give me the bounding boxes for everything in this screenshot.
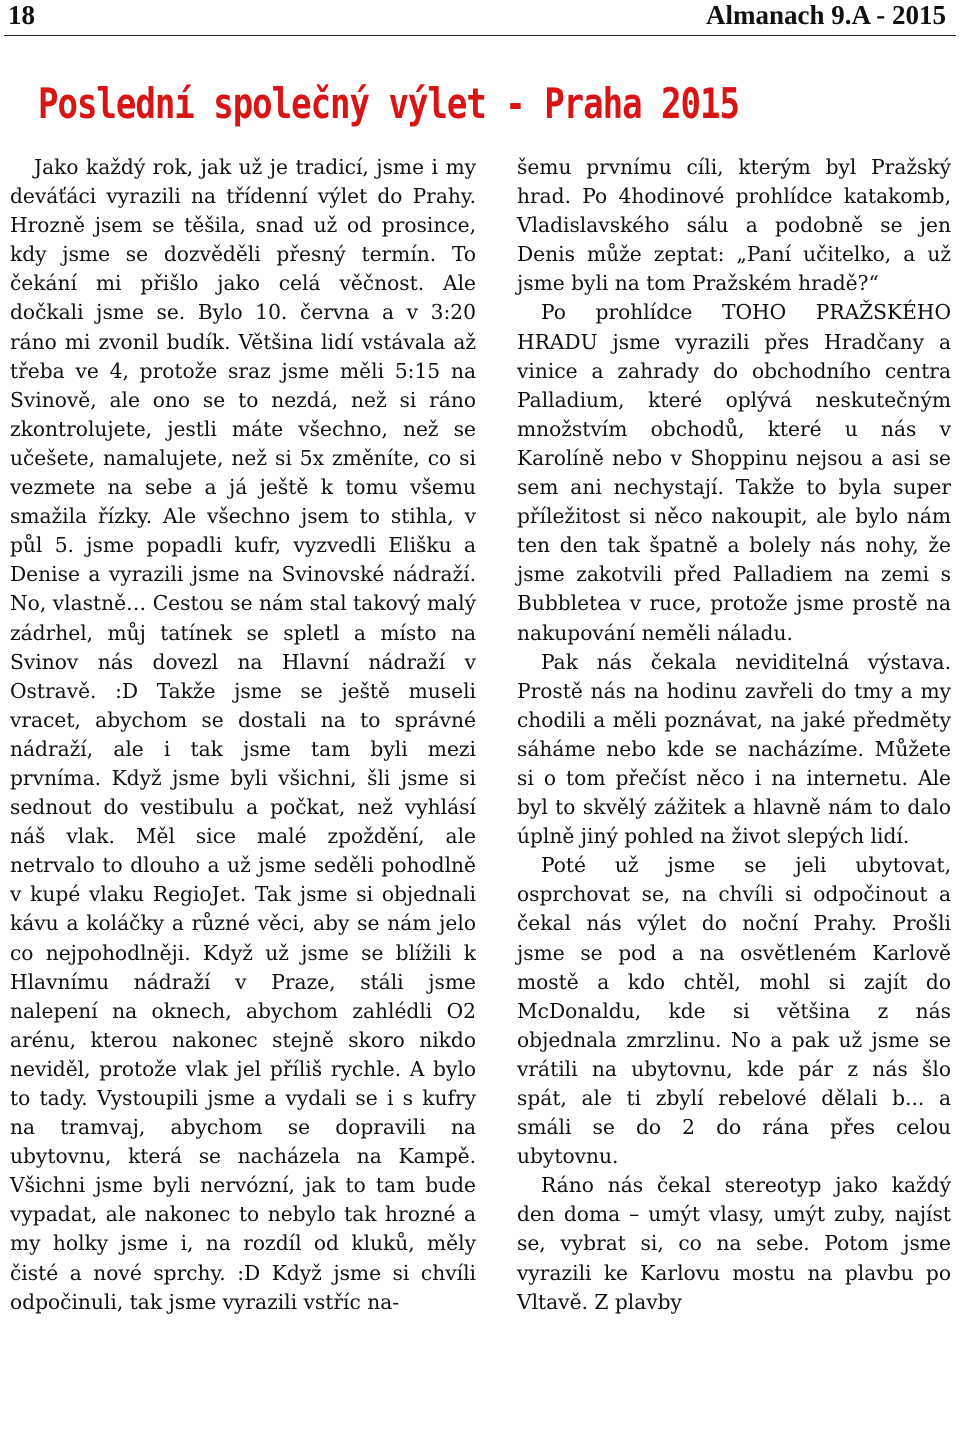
- header-divider: [4, 35, 956, 36]
- paragraph: Ráno nás čekal stereotyp jako každý den doma – umýt vlasy, umýt zuby, najíst se, vybrat si, co na sebe. Potom jsme vyrazili ke Karlovu mostu na plavbu po Vltavě. Z plavby: [517, 1173, 951, 1314]
- article-column-right: [517, 153, 951, 1317]
- paragraph: Jako každý rok, jak už je tradicí, jsme i my deváťáci vyrazili na třídenní výlet do Prahy. Hrozně jsem se těšila, snad už od prosince, kdy jsme se dozvěděli přesný termín. To čekání mi přišlo jako celá věčnost. Ale dočkali jsme se. Bylo 10. června a v 3:20 ráno mi zvonil budík. Většina lidí vstávala až třeba ve 4, protože sraz jsme měli 5:15 na Svinově, ale ono se to nezdá, než si ráno zkontrolujete, jestli máte všechno, než se učešete, namalujete, než si 5x změníte, co si vezmete na sebe a já ještě k tomu všemu smažila řízky. Ale všechno jsem to stihla, v půl 5. jsme popadli kufr, vyzvedli Elišku a Denise a vyrazili jsme na Svinovské nádraží. No, vlastně… Cestou se nám stal takový malý zádrhel, můj tatínek se spletl a místo na Svinov nás dovezl na Hlavní nádraží v Ostravě. :D Takže jsme se ještě museli vracet, abychom se dostali na to správné nádraží, ale i tak jsme tam byli mezi prvníma. Když jsme byli všichni, šli jsme si sednout do vestibulu a počkat, než vyhlásí náš vlak. Měl sice malé zpoždění, ale netrvalo to dlouho a už jsme seděli pohodlně v kupé vlaku RegioJet. Tak jsme si objednali kávu a koláčky a různé věci, aby se nám jelo co nejpohodlněji. Když už jsme se blížili k Hlavnímu nádraží v Praze, stáli jsme nalepení na oknech, abychom zahlédli O2 arénu, kterou nakonec stejně skoro nikdo neviděl, protože vlak jel příliš rychle. A bylo to tady. Vystoupili jsme a vydali se i s kufry na tramvaj, abychom se dopravili na ubytovnu, která se nacházela na Kampě. Všichni jsme byli nervózní, jak to tam bude vypadat, ale nakonec to nebylo tak hrozné a my holky jsme i, na rozdíl od kluků, měly čisté a nové sprchy. :D Když jsme si chvíli odpočinuli, tak jsme vyrazili vstříc na-: [10, 155, 476, 1314]
- page-header: [0, 0, 960, 38]
- paragraph: Pak nás čekala neviditelná výstava. Prostě nás na hodinu zavřeli do tmy a my chodili a měli poznávat, na jaké předměty sáháme nebo kde se nacházíme. Můžete si o tom přečíst něco i na internetu. Ale byl to skvělý zážitek a hlavně nám to dalo úplně jiný pohled na život slepých lidí.: [517, 649, 951, 849]
- article-column-left: [10, 153, 476, 1317]
- paragraph: šemu prvnímu cíli, kterým byl Pražský hrad. Po 4hodinové prohlídce katakomb, Vladislavského sálu a podobně se jen Denis může zeptat: „Paní učitelko, a už jsme byli na tom Pražském hradě?“: [517, 155, 951, 296]
- publication-title: Almanach 9.A - 2015: [705, 0, 946, 30]
- article-title: Poslední společný výlet - Praha 2015: [38, 80, 739, 129]
- paragraph: Po prohlídce TOHO PRAŽSKÉHO HRADU jsme vyrazili přes Hradčany a vinice a zahrady do obchodního centra Palladium, které oplývá neskutečným množstvím obchodů, které u nás v Karolíně nebo v Shoppinu nejsou a asi se sem ani nechystají. Takže to byla super příležitost si něco nakoupit, ale bylo nám ten den tak špatně a bolely nás nohy, že jsme zakotvili před Palladiem na zemi s Bubbletea v ruce, protože jsme prostě na nakupování neměli náladu.: [517, 300, 951, 645]
- page-number: 18: [8, 0, 35, 30]
- paragraph: Poté už jsme se jeli ubytovat, osprchovat se, na chvíli si odpočinout a čekal nás výlet do noční Prahy. Prošli jsme se pod a na osvětleném Karlově mostě a kdo chtěl, mohl si zajít do McDonaldu, kde si většina z nás objednala zmrzlinu. No a pak už jsme se vrátili na ubytovnu, kde pár z nás šlo spát, ale ti zbylí rebelové dělali b... a smáli se do 2 do rána přes celou ubytovnu.: [517, 853, 951, 1169]
